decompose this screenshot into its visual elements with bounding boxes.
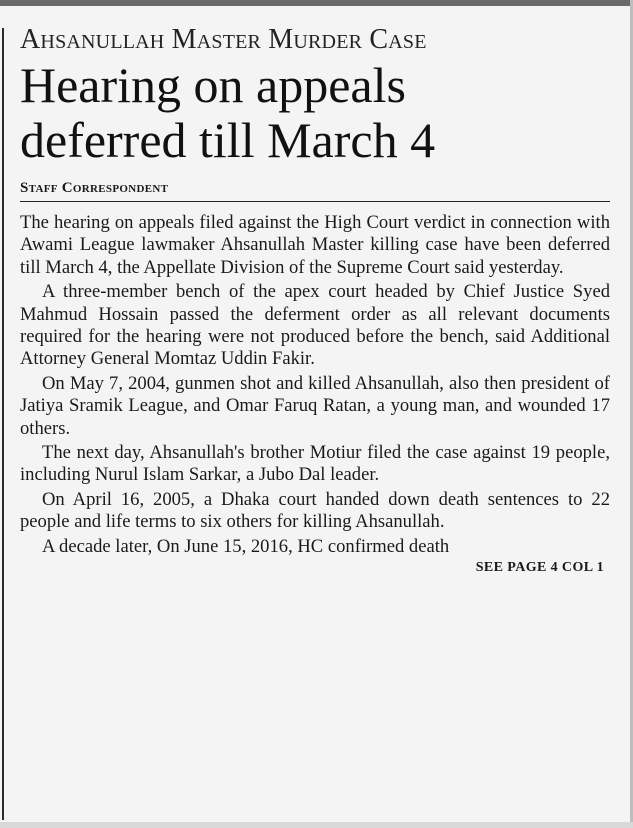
paragraph-6: A decade later, On June 15, 2016, HC confirmed death xyxy=(42,535,450,557)
article-body xyxy=(20,212,610,558)
continuation-jump-line[interactable]: SEE PAGE 4 COL 1 xyxy=(475,560,604,576)
paragraph-4: The next day, Ahsanullah's brother Motiur filed the case against 19 people, including Nurul Islam Sarkar, a Jubo Dal leader. xyxy=(20,442,610,486)
column-divider-rule xyxy=(2,28,4,820)
article-byline: Staff Correspondent xyxy=(20,180,169,196)
paragraph-1: The hearing on appeals filed against the High Court verdict in connection with Awami League lawmaker Ahsanullah Master killing case have been deferred till March 4, the Appellate Division of the Supreme Court said yesterday. xyxy=(20,212,610,278)
headline-line-1: Hearing on appeals xyxy=(20,57,406,113)
paragraph-3: On May 7, 2004, gunmen shot and killed Ahsanullah, also then president of Jatiya Sramik League, and Omar Faruq Ratan, a young man, and wounded 17 others. xyxy=(20,372,610,439)
paragraph-5: On April 16, 2005, a Dhaka court handed down death sentences to 22 people and life terms to six others for killing Ahsanullah. xyxy=(20,488,610,533)
bottom-border-rule xyxy=(0,822,633,828)
byline-divider xyxy=(20,201,610,202)
top-border-rule xyxy=(0,0,633,6)
headline-line-2: deferred till March 4 xyxy=(20,112,436,168)
article-headline xyxy=(20,58,610,168)
article-kicker: Ahsanullah Master Murder Case xyxy=(20,24,427,55)
news-article xyxy=(20,14,610,576)
paragraph-2: A three-member bench of the apex court headed by Chief Justice Syed Mahmud Hossain passed the deferment order as all relevant documents required for the hearing were not produced before the bench, said Additional Attorney General Momtaz Uddin Fakir. xyxy=(20,281,610,370)
